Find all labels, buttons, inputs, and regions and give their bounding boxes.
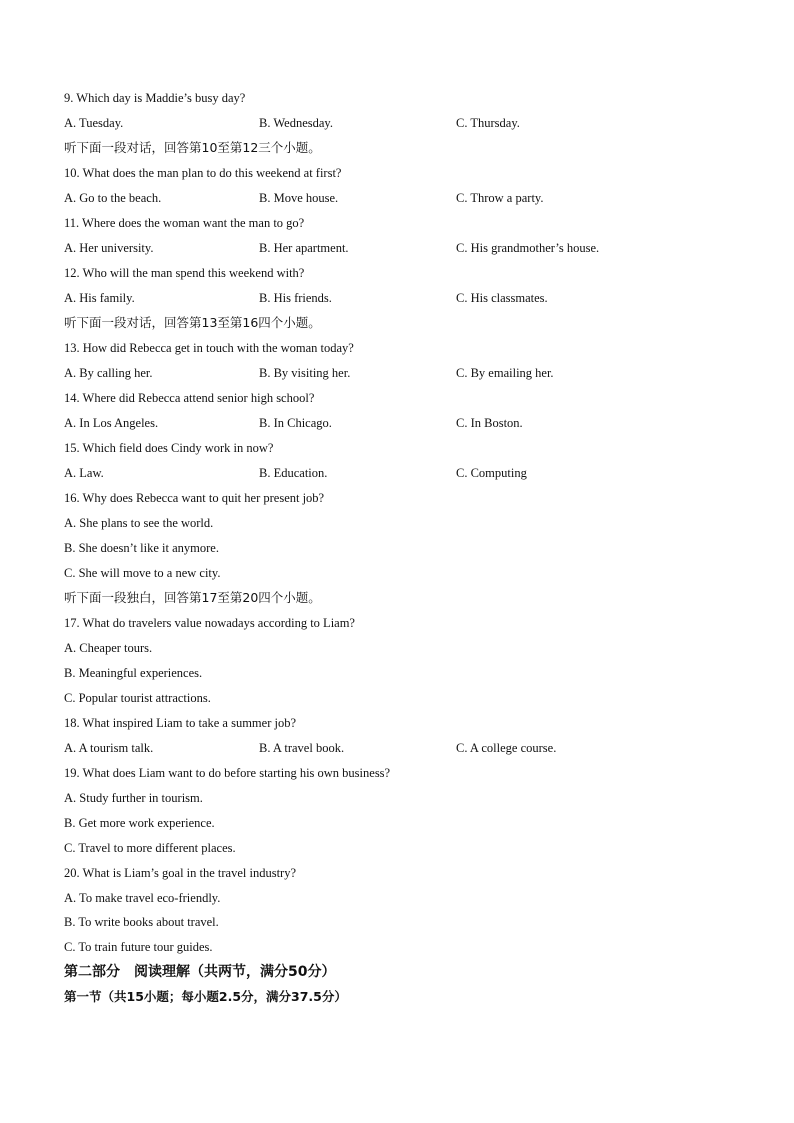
question-15-options	[64, 463, 744, 483]
option-c: C. Throw a party.	[456, 191, 544, 205]
question-16-stem: 16. Why does Rebecca want to quit her present job?	[64, 491, 325, 505]
option-c: C. In Boston.	[456, 416, 523, 430]
option-c: C. By emailing her.	[456, 366, 554, 380]
question-16-option-c: C. She will move to a new city.	[64, 566, 221, 580]
question-19-option-a: A. Study further in tourism.	[64, 791, 203, 805]
question-16-option-b: B. She doesn’t like it anymore.	[64, 541, 219, 555]
question-10-stem: 10. What does the man plan to do this weekend at first?	[64, 166, 342, 180]
option-a: A. Her university.	[64, 241, 154, 255]
question-11-stem: 11. Where does the woman want the man to go?	[64, 216, 305, 230]
option-c: C. His classmates.	[456, 291, 548, 305]
question-17-option-b: B. Meaningful experiences.	[64, 666, 203, 680]
option-b: B. A travel book.	[259, 741, 345, 755]
question-11-options	[64, 238, 744, 258]
option-b: B. Wednesday.	[259, 116, 333, 130]
option-b: B. Move house.	[259, 191, 339, 205]
instruction-17-20: 听下面一段独白，回答第17至第20四个小题。	[64, 590, 321, 605]
instruction-10-12: 听下面一段对话，回答第10至第12三个小题。	[64, 140, 321, 155]
option-a: A. A tourism talk.	[64, 741, 154, 755]
instruction-13-16: 听下面一段对话，回答第13至第16四个小题。	[64, 315, 321, 330]
question-19-option-c: C. Travel to more different places.	[64, 841, 236, 855]
question-20-option-c: C. To train future tour guides.	[64, 940, 213, 954]
part-2-title: 第二部分 阅读理解（共两节，满分50分）	[64, 964, 336, 980]
question-13-options	[64, 363, 744, 383]
option-a: A. Law.	[64, 466, 104, 480]
option-a: A. His family.	[64, 291, 135, 305]
option-b: B. Education.	[259, 466, 328, 480]
question-12-stem: 12. Who will the man spend this weekend with?	[64, 266, 305, 280]
option-a: A. Go to the beach.	[64, 191, 162, 205]
question-17-stem: 17. What do travelers value nowadays according to Liam?	[64, 616, 355, 630]
question-9-stem: 9. Which day is Maddie’s busy day?	[64, 91, 246, 105]
option-a: A. In Los Angeles.	[64, 416, 159, 430]
option-c: C. His grandmother’s house.	[456, 241, 600, 255]
question-19-stem: 19. What does Liam want to do before starting his own business?	[64, 766, 391, 780]
option-c: C. Thursday.	[456, 116, 520, 130]
question-20-option-b: B. To write books about travel.	[64, 915, 219, 929]
question-20-option-a: A. To make travel eco-friendly.	[64, 891, 221, 905]
question-18-stem: 18. What inspired Liam to take a summer job?	[64, 716, 297, 730]
question-15-stem: 15. Which field does Cindy work in now?	[64, 441, 274, 455]
option-a: A. Tuesday.	[64, 116, 124, 130]
question-10-options	[64, 188, 744, 208]
option-b: B. His friends.	[259, 291, 332, 305]
question-18-options	[64, 738, 744, 758]
question-16-option-a: A. She plans to see the world.	[64, 516, 214, 530]
section-1-title: 第一节（共15小题；每小题2.5分，满分37.5分）	[64, 989, 347, 1004]
question-17-option-a: A. Cheaper tours.	[64, 641, 153, 655]
question-9-options	[64, 113, 744, 133]
option-a: A. By calling her.	[64, 366, 153, 380]
question-20-stem: 20. What is Liam’s goal in the travel industry?	[64, 866, 297, 880]
question-14-options	[64, 413, 744, 433]
option-c: C. Computing	[456, 466, 527, 480]
option-b: B. By visiting her.	[259, 366, 351, 380]
option-b: B. In Chicago.	[259, 416, 332, 430]
question-17-option-c: C. Popular tourist attractions.	[64, 691, 211, 705]
question-14-stem: 14. Where did Rebecca attend senior high school?	[64, 391, 315, 405]
question-12-options	[64, 288, 744, 308]
question-19-option-b: B. Get more work experience.	[64, 816, 215, 830]
option-c: C. A college course.	[456, 741, 557, 755]
option-b: B. Her apartment.	[259, 241, 349, 255]
question-13-stem: 13. How did Rebecca get in touch with the woman today?	[64, 341, 354, 355]
